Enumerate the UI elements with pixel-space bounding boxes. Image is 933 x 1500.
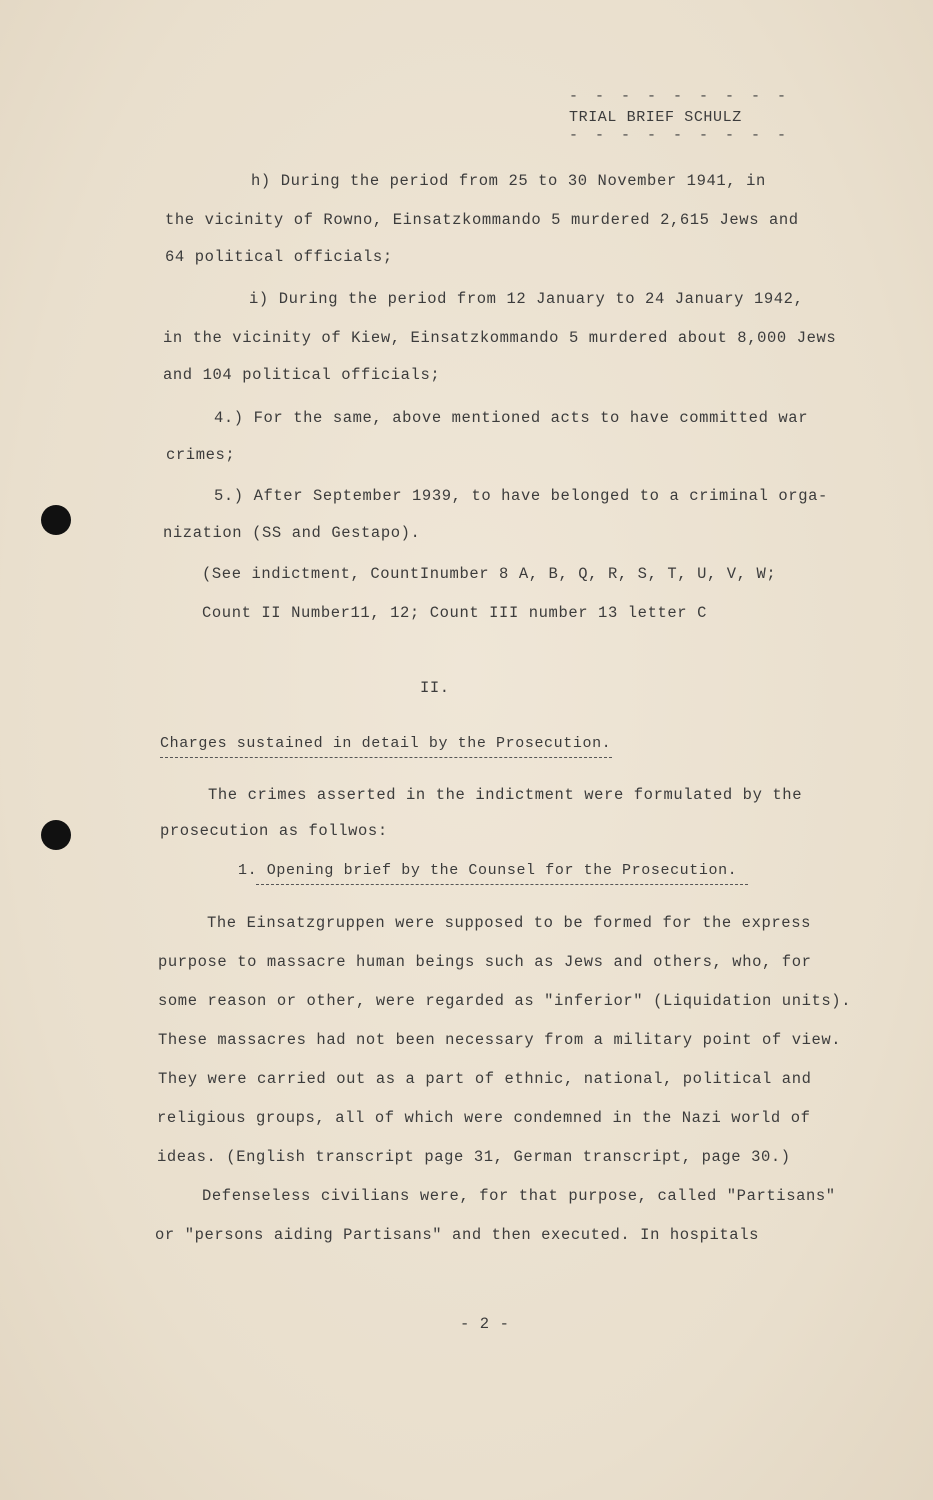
text-line: prosecution as follwos: — [160, 822, 388, 840]
text-line: h) During the period from 25 to 30 November 1941, in — [251, 172, 766, 190]
section-numeral: II. — [420, 679, 450, 697]
section-heading-underline — [160, 757, 612, 758]
text-line: nization (SS and Gestapo). — [163, 524, 421, 542]
text-line: Defenseless civilians were, for that purpose, called "Partisans" — [202, 1187, 836, 1205]
page-number: - 2 - — [460, 1315, 510, 1333]
header-rule-top: - - - - - - - - - — [569, 88, 791, 105]
text-line: These massacres had not been necessary from a military point of view. — [158, 1031, 842, 1049]
subheading-underline — [256, 884, 748, 885]
text-line: Count II Number11, 12; Count III number 13 letter C — [202, 604, 707, 622]
text-line: 64 political officials; — [165, 248, 393, 266]
text-line: The Einsatzgruppen were supposed to be formed for the express — [207, 914, 811, 932]
text-line: some reason or other, were regarded as "inferior" (Liquidation units). — [158, 992, 852, 1010]
text-line: purpose to massacre human beings such as Jews and others, who, for — [158, 953, 812, 971]
text-line: (See indictment, CountInumber 8 A, B, Q, R, S, T, U, V, W; — [202, 565, 777, 583]
subheading: 1. Opening brief by the Counsel for the Prosecution. — [238, 862, 738, 879]
text-line: 4.) For the same, above mentioned acts to have committed war — [214, 409, 809, 427]
text-line: in the vicinity of Kiew, Einsatzkommando 5 murdered about 8,000 Jews — [163, 329, 837, 347]
header-rule-bottom: - - - - - - - - - — [569, 127, 791, 144]
text-line: and 104 political officials; — [163, 366, 441, 384]
text-line: 5.) After September 1939, to have belonged to a criminal orga- — [214, 487, 828, 505]
header-title: TRIAL BRIEF SCHULZ — [569, 109, 742, 126]
text-line: crimes; — [166, 446, 236, 464]
text-line: i) During the period from 12 January to 24 January 1942, — [249, 290, 804, 308]
text-line: religious groups, all of which were condemned in the Nazi world of — [157, 1109, 811, 1127]
punch-hole-lower — [41, 820, 71, 850]
text-line: or "persons aiding Partisans" and then executed. In hospitals — [155, 1226, 759, 1244]
section-heading: Charges sustained in detail by the Prosecution. — [160, 735, 612, 752]
text-line: The crimes asserted in the indictment were formulated by the — [208, 786, 803, 804]
text-line: ideas. (English transcript page 31, German transcript, page 30.) — [157, 1148, 791, 1166]
text-line: They were carried out as a part of ethnic, national, political and — [158, 1070, 812, 1088]
text-line: the vicinity of Rowno, Einsatzkommando 5 murdered 2,615 Jews and — [165, 211, 799, 229]
punch-hole-upper — [41, 505, 71, 535]
